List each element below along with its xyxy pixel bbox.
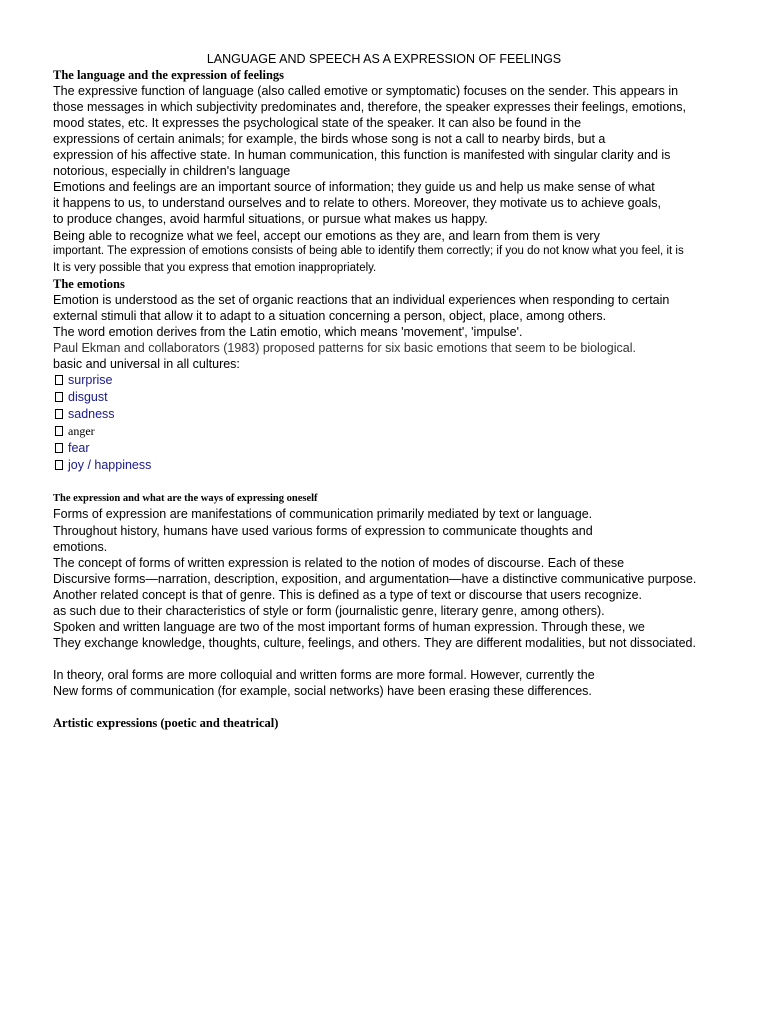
emotion-list-item [55,406,115,422]
theory-line: New forms of communication (for example, social networks) have been erasing these differences. [53,684,592,698]
intro-line: important. The expression of emotions consists of being able to identify them correctly; if you do not know what you feel, it is [53,245,684,257]
emotion-label: fear [68,441,90,455]
theory-line: In theory, oral forms are more colloquial and written forms are more formal. However, currently the [53,668,595,682]
emotion-label: surprise [68,373,113,387]
emotion-label: anger [68,424,95,438]
emotions-line: The word emotion derives from the Latin emotio, which means 'movement', 'impulse'. [53,325,523,339]
document-title: LANGUAGE AND SPEECH AS A EXPRESSION OF FEELINGS [206,52,562,66]
expression-line: Another related concept is that of genre. This is defined as a type of text or discourse that users recognize. [53,588,642,602]
expression-line: emotions. [53,540,108,554]
checkbox-box-icon [55,460,63,470]
checkbox-box-icon [55,375,63,385]
intro-line: expressions of certain animals; for example, the birds whose song is not a call to nearby birds, but a [53,132,606,146]
emotion-list-item [55,372,112,388]
checkbox-box-icon [55,426,63,436]
expression-line: The concept of forms of written expression is related to the notion of modes of discourse. Each of these [53,556,625,570]
emotion-list-item [55,423,95,439]
expression-line: Throughout history, humans have used various forms of expression to communicate thoughts and [53,524,593,538]
expression-heading: The expression and what are the ways of expressing oneself [53,493,318,504]
intro-line: to produce changes, avoid harmful situations, or pursue what makes us happy. [53,212,488,226]
intro-line: Being able to recognize what we feel, accept our emotions as they are, and learn from them is very [53,229,600,243]
intro-line: mood states, etc. It expresses the psychological state of the speaker. It can also be found in the [53,116,582,130]
expression-line: Forms of expression are manifestations of communication primarily mediated by text or language. [53,507,593,521]
emotions-line: Paul Ekman and collaborators (1983) proposed patterns for six basic emotions that seem to be biological. [53,341,636,355]
emotion-list-item [55,440,90,456]
intro-line: notorious, especially in children's language [53,164,291,178]
emotion-label: sadness [68,407,115,421]
expression-line: Discursive forms—narration, description, exposition, and argumentation—have a distinctive communicative purpose. [53,572,697,586]
emotion-list-item [55,457,151,473]
checkbox-box-icon [55,443,63,453]
intro-line: it happens to us, to understand ourselves and to relate to others. Moreover, they motivate us to achieve goals, [53,196,661,210]
intro-heading: The language and the expression of feelings [53,68,285,82]
emotion-label: disgust [68,390,108,404]
intro-line: The expressive function of language (also called emotive or symptomatic) focuses on the sender. This appears in [53,84,679,98]
emotion-list-item [55,389,108,405]
emotions-line: basic and universal in all cultures: [53,357,240,371]
emotions-heading: The emotions [53,277,125,291]
intro-line: those messages in which subjectivity predominates and, therefore, the speaker expresses their feelings, emotions, [53,100,686,114]
expression-line: as such due to their characteristics of style or form (journalistic genre, literary genre, among others). [53,604,605,618]
emotion-label: joy / happiness [68,458,152,472]
artistic-heading: Artistic expressions (poetic and theatrical) [53,716,279,730]
checkbox-box-icon [55,392,63,402]
checkbox-box-icon [55,409,63,419]
intro-line: It is very possible that you express that emotion inappropriately. [53,262,377,274]
emotions-line: Emotion is understood as the set of organic reactions that an individual experiences when responding to certain [53,293,670,307]
expression-line: They exchange knowledge, thoughts, culture, feelings, and others. They are different modalities, but not dissociated. [53,636,696,650]
intro-line: expression of his affective state. In human communication, this function is manifested with singular clarity and is [53,148,671,162]
intro-line: Emotions and feelings are an important source of information; they guide us and help us make sense of what [53,180,655,194]
emotions-line: external stimuli that allow it to adapt to a situation concerning a person, object, place, among others. [53,309,607,323]
expression-line: Spoken and written language are two of the most important forms of human expression. Through these, we [53,620,645,634]
